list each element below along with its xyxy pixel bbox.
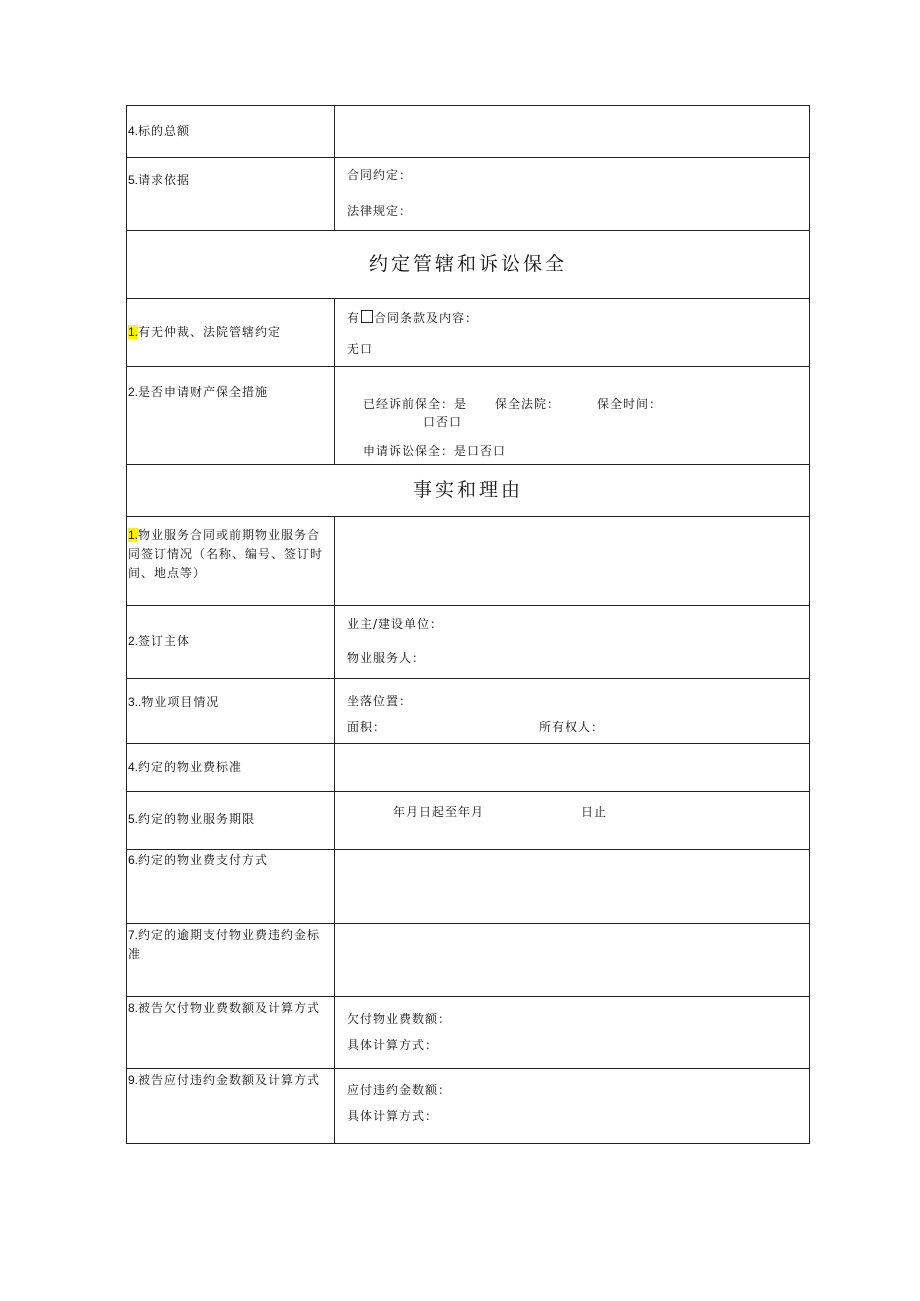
preservation-options: [335, 367, 809, 463]
area-label: 面积：: [347, 720, 387, 734]
row-claim-amount: [127, 106, 810, 158]
claim-basis-value[interactable]: [335, 158, 810, 231]
label-cell: [127, 106, 335, 158]
pre-suit-no-option: 口否口: [423, 415, 463, 429]
row-claim-basis: [127, 158, 810, 231]
arrears-value[interactable]: [335, 997, 810, 1069]
contract-signing-value[interactable]: [335, 517, 810, 606]
signing-parties-value[interactable]: [335, 606, 810, 679]
highlight-mark: 1.: [128, 528, 139, 542]
row-penalty-due: [127, 1069, 810, 1144]
penalty-standard-value[interactable]: [335, 924, 810, 997]
preservation-court: 保全法院：: [495, 397, 561, 411]
field-label: 2.签订主体: [128, 634, 191, 648]
location-label: 坐落位置：: [347, 694, 413, 708]
row-arbitration: [127, 299, 810, 367]
section-header-facts: [127, 465, 810, 517]
row-contract-signing: [127, 517, 810, 606]
field-label: 1.有无仲裁、法院管辖约定: [128, 325, 282, 339]
preservation-time: 保全时间：: [597, 397, 663, 411]
arrears-amount-label: 欠付物业费数额：: [347, 1012, 452, 1026]
service-period-value[interactable]: [335, 792, 810, 850]
payment-method-value[interactable]: [335, 850, 810, 924]
owner-developer-label: 业主/建设单位：: [347, 617, 444, 631]
complaint-form-table: [126, 105, 810, 1144]
highlight-mark: 1.: [128, 325, 139, 339]
legal-provision-label: 法律规定：: [347, 204, 413, 218]
field-label: 8.被告欠付物业费数额及计算方式: [128, 1001, 321, 1015]
field-label: 6.约定的物业费支付方式: [128, 853, 269, 867]
row-payment-method: [127, 850, 810, 924]
row-service-period: [127, 792, 810, 850]
arbitration-no-option: 无口: [347, 342, 374, 356]
arbitration-value[interactable]: [335, 299, 810, 367]
period-to: 日止: [581, 805, 608, 819]
field-label: 7.约定的逾期支付物业费违约金标准: [128, 928, 321, 961]
row-project-info: [127, 679, 810, 744]
field-label: 3..物业项目情况: [128, 695, 220, 709]
arbitration-yes-option: 有 合同条款及内容：: [347, 311, 479, 325]
preservation-value[interactable]: [335, 367, 810, 465]
section-title: 事实和理由: [127, 465, 810, 517]
section-title: 约定管辖和诉讼保全: [127, 231, 810, 299]
section-header-jurisdiction: [127, 231, 810, 299]
project-info-value[interactable]: [335, 679, 810, 744]
pre-suit-preservation: 已经诉前保全：是: [363, 397, 468, 411]
field-label: 4.约定的物业费标准: [128, 760, 243, 774]
field-label: 5.请求依据: [128, 173, 191, 187]
yes-checkbox[interactable]: [361, 310, 373, 323]
claim-amount-value[interactable]: [335, 106, 810, 158]
field-label: 9.被告应付违约金数额及计算方式: [128, 1073, 321, 1087]
period-from: 年月日起至年月: [393, 805, 485, 819]
row-fee-standard: [127, 744, 810, 792]
service-provider-label: 物业服务人：: [347, 651, 426, 665]
penalty-due-value[interactable]: [335, 1069, 810, 1144]
in-suit-preservation: 申请诉讼保全：是口否口: [363, 444, 507, 458]
property-owner-label: 所有权人：: [539, 720, 605, 734]
row-arrears: [127, 997, 810, 1069]
field-label: 2.是否申请财产保全措施: [128, 385, 269, 399]
contract-agreement-label: 合同约定：: [347, 168, 413, 182]
penalty-amount-label: 应付违约金数额：: [347, 1083, 452, 1097]
field-label: 4.标的总额: [128, 124, 191, 138]
penalty-method-label: 具体计算方式：: [347, 1109, 439, 1123]
row-penalty-standard: [127, 924, 810, 997]
row-signing-parties: [127, 606, 810, 679]
fee-standard-value[interactable]: [335, 744, 810, 792]
row-preservation: [127, 367, 810, 465]
field-label: 1.物业服务合同或前期物业服务合同签订情况（名称、编号、签订时间、地点等）: [128, 528, 324, 580]
field-label: 5.约定的物业服务期限: [128, 812, 256, 826]
arrears-method-label: 具体计算方式：: [347, 1038, 439, 1052]
